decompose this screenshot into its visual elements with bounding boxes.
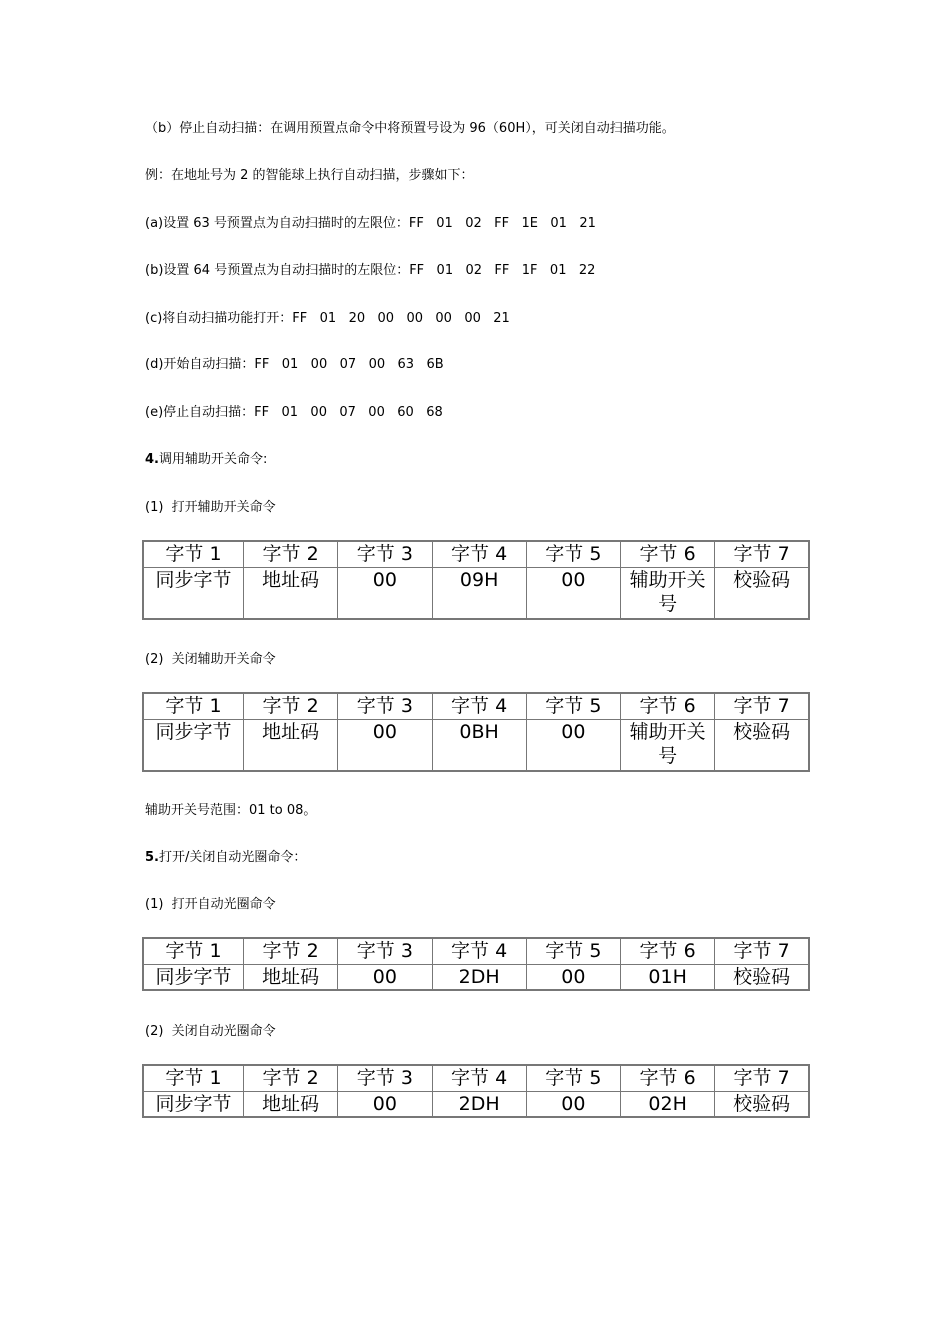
- table-header-row: [143, 1065, 809, 1092]
- aux-off-table: [142, 692, 810, 772]
- table-header-row: [143, 693, 809, 720]
- header-cell: 字节 3: [338, 693, 432, 720]
- header-cell: 字节 4: [432, 541, 526, 568]
- table-row: [143, 965, 809, 991]
- value-cell: 00: [338, 1092, 432, 1118]
- value-cell: 同步字节: [143, 568, 244, 620]
- value-cell: 0BH: [432, 720, 526, 772]
- header-cell: 字节 3: [338, 541, 432, 568]
- iris-on-table: [142, 937, 810, 991]
- value-cell: 00: [526, 965, 620, 991]
- section-5-number: 5.: [145, 850, 159, 865]
- table-header-row: [143, 541, 809, 568]
- table-row: [143, 720, 809, 772]
- value-cell: 校验码: [715, 1092, 809, 1118]
- header-cell: 字节 2: [244, 541, 338, 568]
- example-intro-text: 例：在地址号为 2 的智能球上执行自动扫描，步骤如下：: [145, 168, 474, 183]
- value-cell: 09H: [432, 568, 526, 620]
- header-cell: 字节 7: [715, 693, 809, 720]
- step-c-text: (c)将自动扫描功能打开：FF 01 20 00 00 00 00 21: [145, 311, 510, 326]
- section-4-title: 调用辅助开关命令:: [158, 452, 268, 467]
- table-row: [143, 1092, 809, 1118]
- header-cell: 字节 1: [143, 1065, 244, 1092]
- value-cell: 地址码: [244, 1092, 338, 1118]
- aux-range-note: 辅助开关号范围：01 to 08。: [145, 803, 317, 818]
- section-5-title: 打开/关闭自动光圈命令：: [158, 850, 307, 865]
- table-row: [143, 568, 809, 620]
- step-d-text: (d)开始自动扫描：FF 01 00 07 00 63 6B: [145, 357, 444, 372]
- value-cell: 02H: [621, 1092, 715, 1118]
- value-cell: 2DH: [432, 1092, 526, 1118]
- stop-autoscan-text: （b）停止自动扫描：在调用预置点命令中将预置号设为 96（60H），可关闭自动扫描功能。: [145, 121, 675, 136]
- header-cell: 字节 6: [621, 693, 715, 720]
- value-cell: 辅助开关号: [621, 568, 715, 620]
- header-cell: 字节 5: [526, 938, 620, 965]
- aux-on-subheading: (1) 打开辅助开关命令: [145, 500, 276, 515]
- value-cell: 00: [526, 568, 620, 620]
- value-cell: 01H: [621, 965, 715, 991]
- header-cell: 字节 2: [244, 693, 338, 720]
- value-cell: 00: [338, 965, 432, 991]
- value-cell: 校验码: [715, 965, 809, 991]
- header-cell: 字节 6: [621, 1065, 715, 1092]
- step-a-text: (a)设置 63 号预置点为自动扫描时的左限位：FF 01 02 FF 1E 01 21: [145, 216, 596, 231]
- value-cell: 校验码: [715, 720, 809, 772]
- header-cell: 字节 5: [526, 541, 620, 568]
- header-cell: 字节 2: [244, 1065, 338, 1092]
- header-cell: 字节 5: [526, 1065, 620, 1092]
- header-cell: 字节 1: [143, 693, 244, 720]
- value-cell: 00: [338, 720, 432, 772]
- header-cell: 字节 4: [432, 1065, 526, 1092]
- header-cell: 字节 1: [143, 938, 244, 965]
- iris-off-subheading: (2) 关闭自动光圈命令: [145, 1024, 276, 1039]
- header-cell: 字节 7: [715, 541, 809, 568]
- header-cell: 字节 3: [338, 938, 432, 965]
- header-cell: 字节 2: [244, 938, 338, 965]
- header-cell: 字节 1: [143, 541, 244, 568]
- header-cell: 字节 6: [621, 541, 715, 568]
- header-cell: 字节 7: [715, 1065, 809, 1092]
- section-4-heading: [145, 452, 267, 468]
- step-b-text: (b)设置 64 号预置点为自动扫描时的左限位：FF 01 02 FF 1F 01 22: [145, 263, 596, 278]
- section-4-number: 4.: [145, 452, 159, 467]
- iris-on-subheading: (1) 打开自动光圈命令: [145, 897, 276, 912]
- value-cell: 00: [338, 568, 432, 620]
- aux-off-subheading: (2) 关闭辅助开关命令: [145, 652, 276, 667]
- value-cell: 同步字节: [143, 720, 244, 772]
- table-header-row: [143, 938, 809, 965]
- value-cell: 00: [526, 1092, 620, 1118]
- aux-on-table: [142, 540, 810, 620]
- header-cell: 字节 6: [621, 938, 715, 965]
- value-cell: 地址码: [244, 568, 338, 620]
- section-5-heading: [145, 850, 306, 866]
- value-cell: 地址码: [244, 965, 338, 991]
- value-cell: 地址码: [244, 720, 338, 772]
- header-cell: 字节 7: [715, 938, 809, 965]
- header-cell: 字节 5: [526, 693, 620, 720]
- step-e-text: (e)停止自动扫描：FF 01 00 07 00 60 68: [145, 405, 443, 420]
- value-cell: 00: [526, 720, 620, 772]
- value-cell: 同步字节: [143, 1092, 244, 1118]
- header-cell: 字节 4: [432, 693, 526, 720]
- header-cell: 字节 3: [338, 1065, 432, 1092]
- value-cell: 校验码: [715, 568, 809, 620]
- value-cell: 2DH: [432, 965, 526, 991]
- value-cell: 辅助开关号: [621, 720, 715, 772]
- iris-off-table: [142, 1064, 810, 1118]
- value-cell: 同步字节: [143, 965, 244, 991]
- header-cell: 字节 4: [432, 938, 526, 965]
